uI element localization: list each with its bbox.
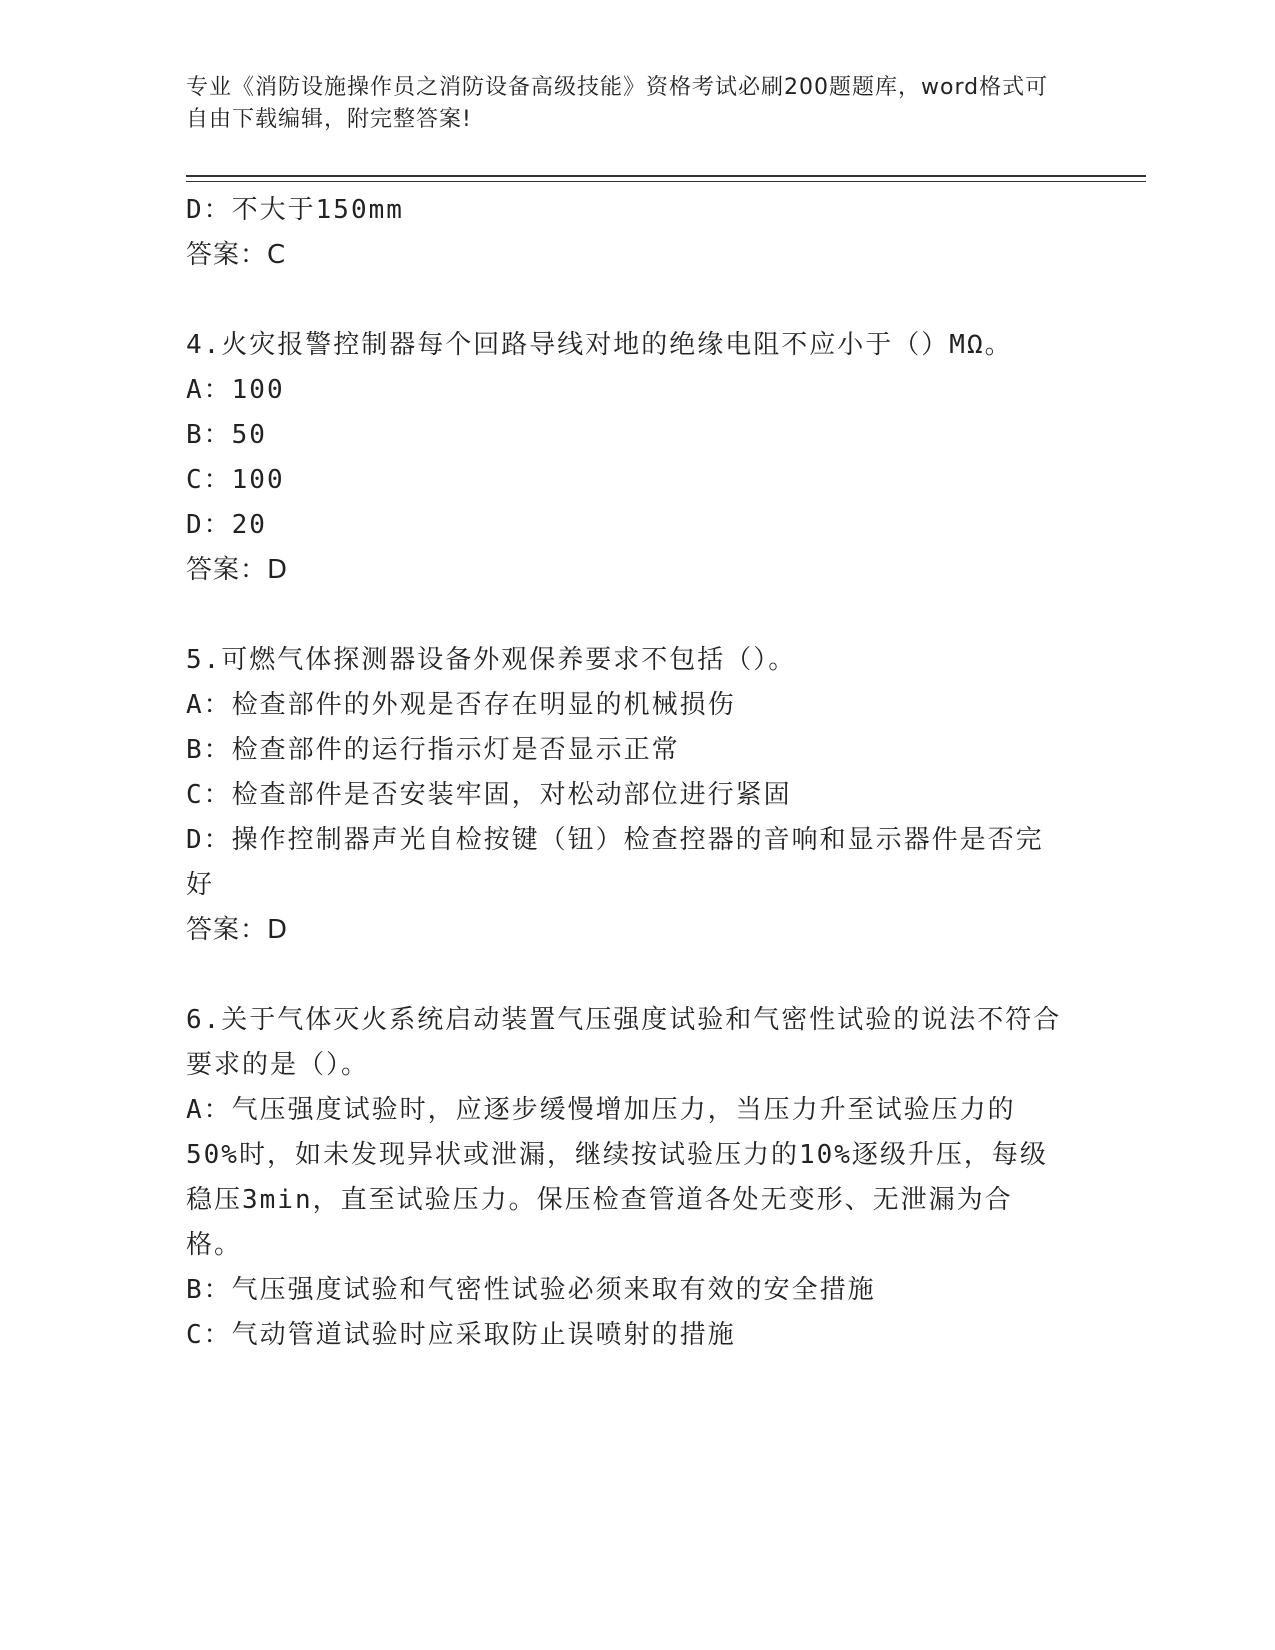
q6-option-c: C：气动管道试验时应采取防止误喷射的措施 <box>186 1320 736 1350</box>
q5-answer: 答案：D <box>186 915 289 945</box>
spacer <box>186 953 1066 998</box>
question-content <box>186 188 1066 1358</box>
spacer <box>186 278 1066 323</box>
prev-answer: 答案：C <box>186 240 287 270</box>
q4-option-a: A：100 <box>186 375 285 405</box>
q6-stem: 6.关于气体灭火系统启动装置气压强度试验和气密性试验的说法不符合要求的是（）。 <box>186 1005 1062 1080</box>
q5-option-a: A：检查部件的外观是否存在明显的机械损伤 <box>186 690 736 720</box>
spacer <box>186 593 1066 638</box>
q4-option-c: C：100 <box>186 465 285 495</box>
q4-stem: 4.火灾报警控制器每个回路导线对地的绝缘电阻不应小于（）MΩ。 <box>186 330 1013 360</box>
prev-option-d: D：不大于150mm <box>186 195 404 225</box>
page-header: 专业《消防设施操作员之消防设备高级技能》资格考试必刷200题题库，word格式可自由下载编辑，附完整答案! <box>186 75 1049 132</box>
q5-option-b: B：检查部件的运行指示灯是否显示正常 <box>186 735 680 765</box>
q6-option-b: B：气压强度试验和气密性试验必须来取有效的安全措施 <box>186 1275 876 1305</box>
header-rule-thick <box>186 175 1146 177</box>
q5-option-d: D：操作控制器声光自检按键（钮）检查控器的音响和显示器件是否完好 <box>186 825 1044 900</box>
q5-stem: 5.可燃气体探测器设备外观保养要求不包括（）。 <box>186 645 797 675</box>
q4-option-d: D：20 <box>186 510 267 540</box>
header-rule-thin <box>186 181 1146 182</box>
q5-option-c: C：检查部件是否安装牢固，对松动部位进行紧固 <box>186 780 792 810</box>
q4-option-b: B：50 <box>186 420 267 450</box>
q6-option-a: A：气压强度试验时，应逐步缓慢增加压力，当压力升至试验压力的50%时，如未发现异状或泄漏，继续按试验压力的10%逐级升压，每级稳压3min，直至试验压力。保压检查管道各处无变形、无泄漏为合格。 <box>186 1095 1048 1260</box>
q4-answer: 答案：D <box>186 555 289 585</box>
